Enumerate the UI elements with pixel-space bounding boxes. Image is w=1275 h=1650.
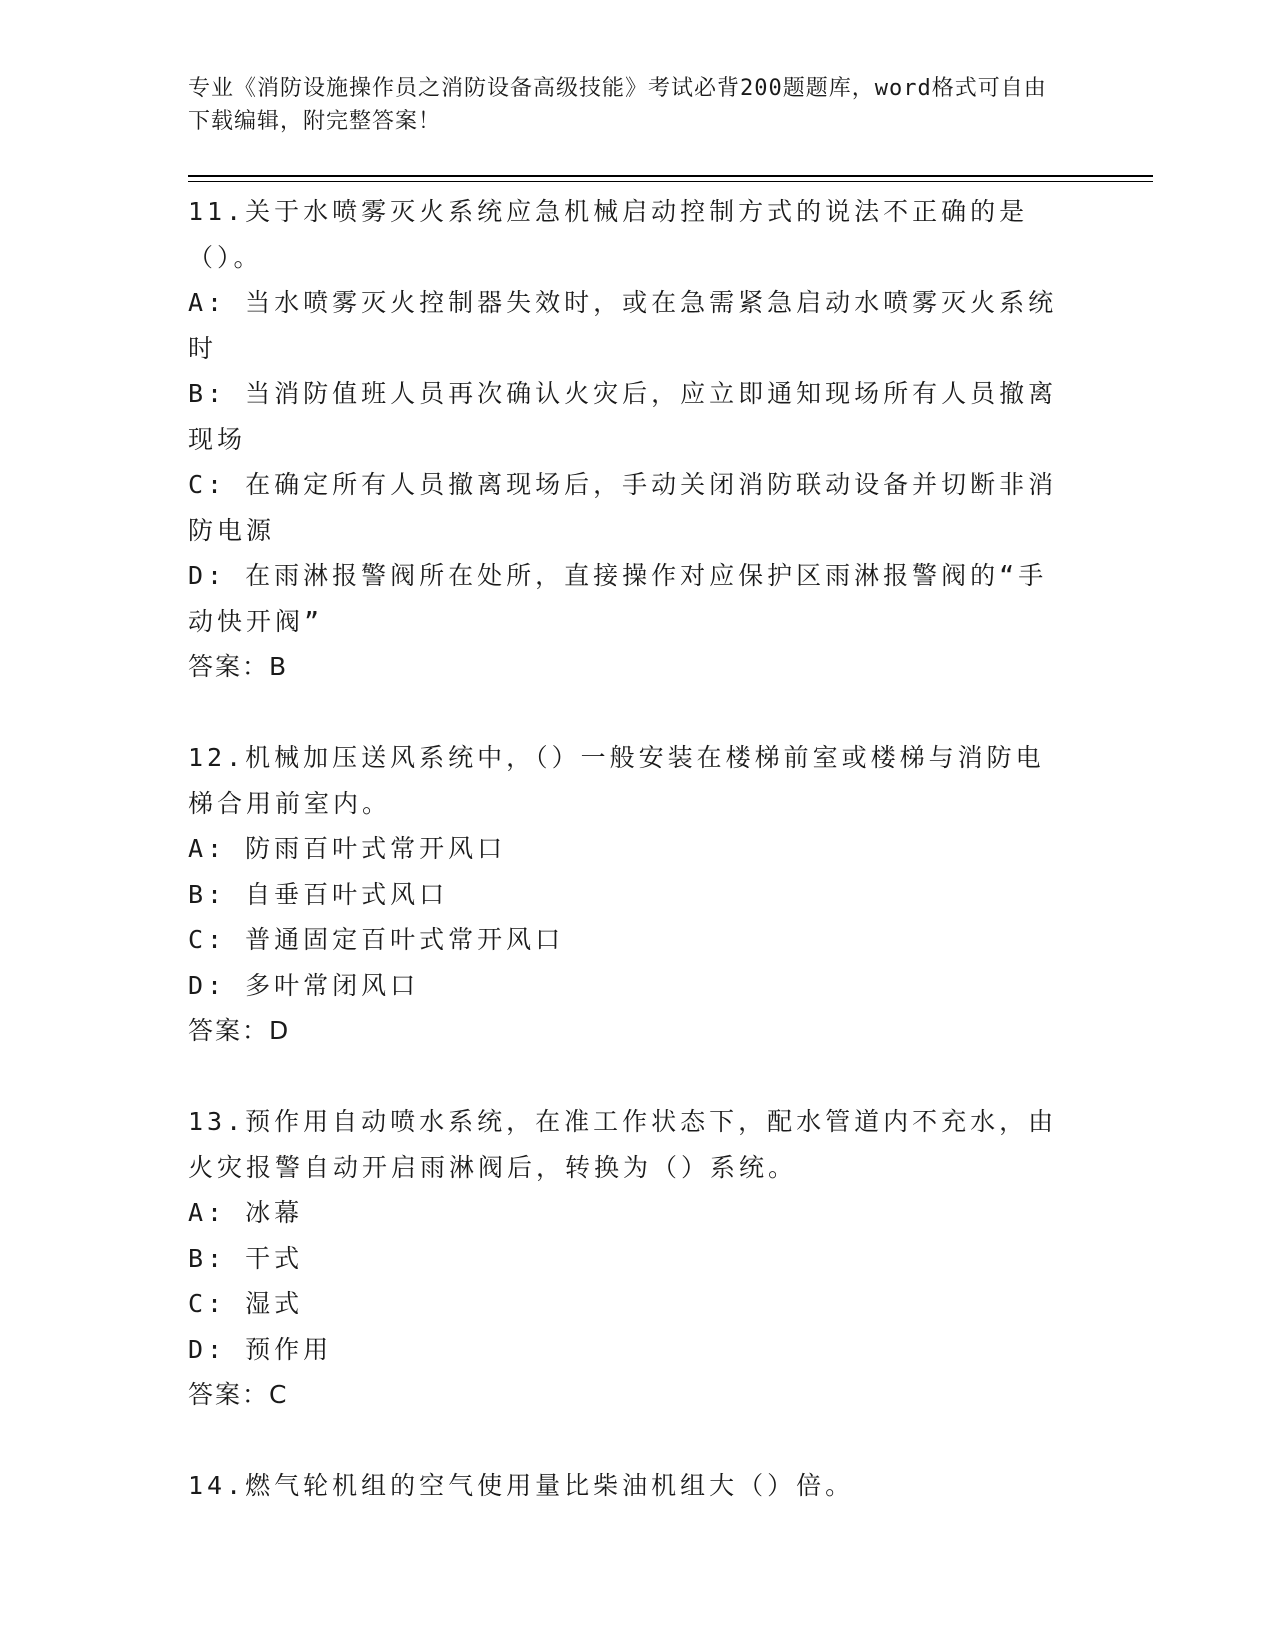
question-11	[188, 189, 1068, 690]
question-stem: 11.关于水喷雾灭火系统应急机械启动控制方式的说法不正确的是（）。	[188, 197, 1029, 272]
option-b: B: 当消防值班人员再次确认火灾后，应立即通知现场所有人员撤离现场	[188, 379, 1058, 454]
question-stem: 13.预作用自动喷水系统，在准工作状态下，配水管道内不充水，由火灾报警自动开启雨淋阀后，转换为（）系统。	[188, 1107, 1058, 1182]
option-d: D: 预作用	[188, 1334, 333, 1364]
answer-label: 答案：C	[188, 1380, 289, 1409]
question-list	[188, 189, 1068, 1509]
question-stem: 14.燃气轮机组的空气使用量比柴油机组大（）倍。	[188, 1471, 855, 1500]
option-c: C: 湿式	[188, 1289, 304, 1318]
option-a: A: 防雨百叶式常开风口	[188, 834, 507, 863]
option-b: B: 干式	[188, 1243, 304, 1273]
header-divider-thin	[188, 181, 1153, 182]
spacer	[188, 1054, 1068, 1100]
option-c: C: 在确定所有人员撤离现场后，手动关闭消防联动设备并切断非消防电源	[188, 470, 1058, 545]
header-divider-thick	[188, 175, 1153, 177]
question-14	[188, 1463, 1068, 1509]
spacer	[188, 690, 1068, 736]
answer-label: 答案：B	[188, 652, 289, 681]
option-b: B: 自垂百叶式风口	[188, 879, 449, 909]
spacer	[188, 1418, 1068, 1464]
option-a: A: 冰幕	[188, 1198, 304, 1227]
option-a: A: 当水喷雾灭火控制器失效时，或在急需紧急启动水喷雾灭火系统时	[188, 288, 1058, 363]
question-13	[188, 1099, 1068, 1418]
option-d: D: 在雨淋报警阀所在处所，直接操作对应保护区雨淋报警阀的“手动快开阀”	[188, 561, 1048, 636]
option-d: D: 多叶常闭风口	[188, 970, 420, 1000]
document-header: 专业《消防设施操作员之消防设备高级技能》考试必背200题题库，word格式可自由下载编辑，附完整答案！	[188, 76, 1047, 134]
answer-label: 答案：D	[188, 1016, 291, 1045]
question-stem: 12.机械加压送风系统中，（）一般安装在楼梯前室或楼梯与消防电梯合用前室内。	[188, 743, 1045, 818]
question-12	[188, 735, 1068, 1054]
option-c: C: 普通固定百叶式常开风口	[188, 925, 565, 954]
